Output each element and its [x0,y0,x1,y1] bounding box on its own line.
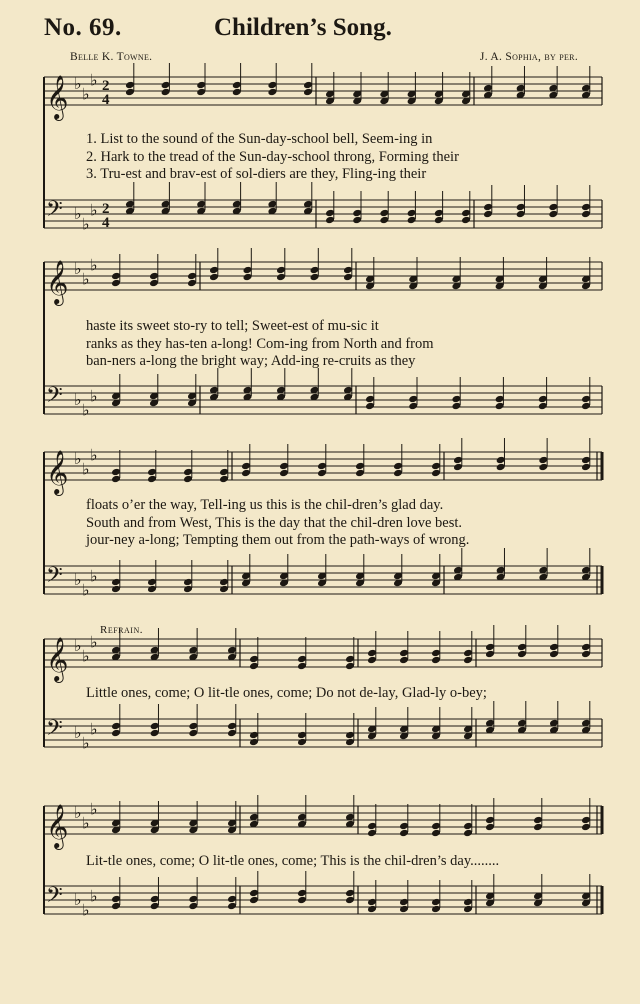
flat-icon: ♭ [90,632,98,652]
refrain-lyric-2: Lit-tle ones, come; O lit-tle ones, come; This is the chil-dren’s day........ [86,853,500,869]
time-signature-bottom: 4 [102,92,110,108]
bass-clef-icon: 𝄢 [46,563,63,593]
lyrics-system-3 [86,497,594,550]
treble-clef-icon: 𝄞 [46,75,69,119]
verse-3-line-1: 3. Tru-est and brav-est of sol-diers are they, Fling-ing their [86,166,427,182]
bass-clef-icon: 𝄢 [46,716,63,746]
flat-icon: ♭ [90,70,98,90]
composer-credit: J. A. Sophia, by per. [479,51,578,63]
flat-icon: ♭ [74,890,82,909]
flat-icon: ♭ [74,204,82,223]
bass-clef-icon: 𝄢 [46,197,63,227]
flat-icon: ♭ [90,386,98,406]
hymn-title: Children’s Song. [214,14,392,41]
flat-icon: ♭ [90,445,98,465]
bass-clef-icon: 𝄢 [46,883,63,913]
treble-clef-icon: 𝄞 [46,260,69,304]
verse-2-line-2: ranks as they has-ten a-long! Com-ing from North and from [86,335,434,352]
flat-icon: ♭ [82,813,90,833]
refrain-label: Refrain. [100,624,143,636]
flat-icon: ♭ [82,269,90,289]
flat-icon: ♭ [74,570,82,589]
verse-1-line-3: floats o’er the way, Tell-ing us this is the chil-dren’s glad day. [86,497,444,513]
treble-clef-icon: 𝄞 [46,804,69,848]
treble-clef-icon: 𝄞 [46,450,69,494]
verse-3-line-3: jour-ney a-long; Tempting them out from the path-ways of wrong. [86,532,470,548]
time-signature-top: 2 [102,201,110,217]
flat-icon: ♭ [74,636,82,655]
flat-icon: ♭ [82,733,90,753]
bass-clef-icon: 𝄢 [46,383,63,413]
verse-2-line-1: 2. Hark to the tread of the Sun-day-school throng, Forming their [86,148,459,165]
flat-icon: ♭ [82,459,90,479]
flat-icon: ♭ [90,719,98,739]
flat-icon: ♭ [82,900,90,920]
treble-clef-icon: 𝄞 [46,637,69,681]
flat-icon: ♭ [82,84,90,104]
flat-icon: ♭ [74,390,82,409]
flat-icon: ♭ [82,646,90,666]
lyricist-credit: Belle K. Towne. [70,51,153,63]
time-signature-top: 2 [102,78,110,94]
flat-icon: ♭ [74,723,82,742]
flat-icon: ♭ [90,566,98,586]
flat-icon: ♭ [90,200,98,220]
flat-icon: ♭ [74,803,82,822]
flat-icon: ♭ [90,255,98,275]
flat-icon: ♭ [90,799,98,819]
verse-2-line-3: South and from West, This is the day that the chil-dren love best. [86,514,463,531]
flat-icon: ♭ [74,449,82,468]
flat-icon: ♭ [74,74,82,93]
hymn-number: No. 69. [44,14,122,41]
lyrics-system-2 [86,318,594,371]
verse-3-line-2: ban-ners a-long the bright way; Add-ing re-cruits as they [86,353,416,369]
flat-icon: ♭ [82,580,90,600]
flat-icon: ♭ [90,886,98,906]
verse-1-line-2: haste its sweet sto-ry to tell; Sweet-est of mu-sic it [86,318,379,334]
flat-icon: ♭ [82,400,90,420]
refrain-lyric-1: Little ones, come; O lit-tle ones, come; Do not de-lay, Glad-ly o-bey; [86,685,487,701]
time-signature-bottom: 4 [102,215,110,231]
lyrics-system-1 [86,131,594,184]
verse-1-line-1: 1. List to the sound of the Sun-day-school bell, Seem-ing in [86,131,433,147]
flat-icon: ♭ [74,259,82,278]
flat-icon: ♭ [82,214,90,234]
